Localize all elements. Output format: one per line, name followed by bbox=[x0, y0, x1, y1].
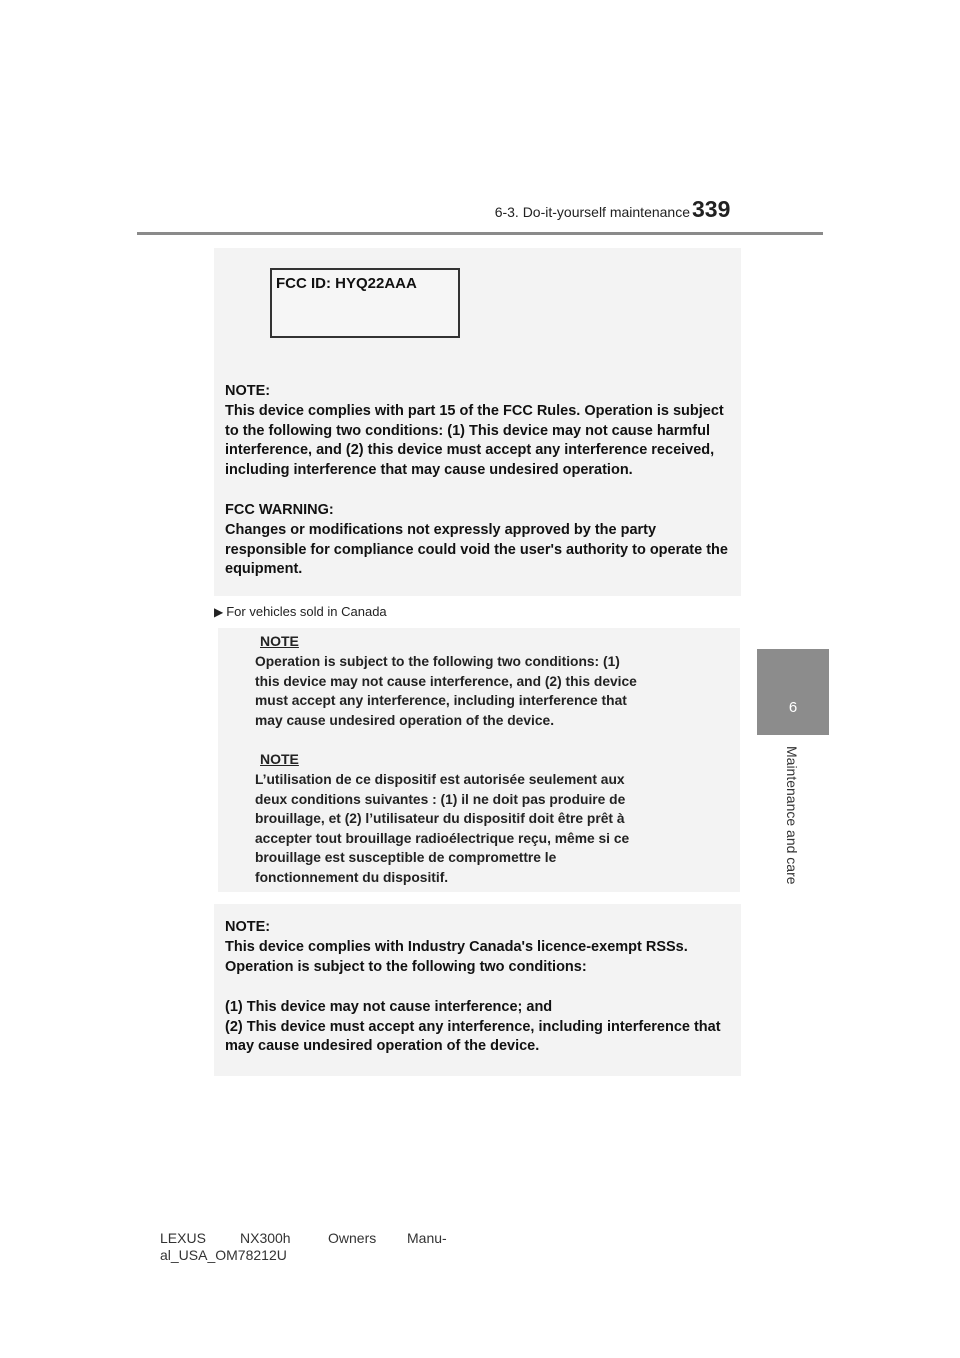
fcc-id: FCC ID: HYQ22AAA bbox=[276, 275, 417, 292]
page-number: 339 bbox=[692, 196, 731, 222]
chapter-title: Maintenance and care bbox=[784, 746, 800, 885]
footer-brand: LEXUS bbox=[160, 1230, 206, 1246]
ic-note-body: This device complies with Industry Canada's licence-exempt RSSs. Operation is subject to the following two conditions: bbox=[225, 939, 688, 975]
footer-owners: Owners bbox=[328, 1230, 377, 1246]
note-body-en: Operation is subject to the following two conditions: (1) this device may not cause interference, and (2) this device must accept any interference, including interference that may cause undesired operation of the device. bbox=[255, 654, 637, 728]
fcc-warning-body: Changes or modifications not expressly approved by the party responsible for compliance could void the user's authority to operate the equipment. bbox=[225, 522, 728, 577]
ic-label-image bbox=[214, 904, 741, 1076]
canada-caption-text: For vehicles sold in Canada bbox=[226, 604, 387, 619]
fcc-warning-heading: FCC WARNING: bbox=[225, 502, 334, 518]
header-divider bbox=[137, 232, 823, 235]
fcc-note-body: This device complies with part 15 of the FCC Rules. Operation is subject to the following two conditions: (1) This device may not cause harmful interference, and (2) this device must accept any interference received, including interference that may cause undesired operation. bbox=[225, 403, 724, 478]
footer-line-1 bbox=[160, 1230, 447, 1247]
ic-note-heading: NOTE: bbox=[225, 919, 271, 935]
canada-caption bbox=[214, 604, 387, 619]
footer-model: NX300h bbox=[240, 1230, 291, 1246]
note-heading-en: NOTE bbox=[260, 633, 299, 649]
fcc-label-image bbox=[214, 248, 741, 596]
note-heading-fr: NOTE bbox=[260, 751, 299, 767]
arrow-icon: ▶ bbox=[214, 605, 224, 619]
footer bbox=[160, 1230, 447, 1264]
note-body-fr: L’utilisation de ce dispositif est autorisée seulement aux deux conditions suivantes : (1) il ne doit pas produire de brouillage, et (2) l’utilisateur du dispositif doit être prêt à accepter tout brouillage radioélectrique reçu, même si ce brouillage est susceptible de compromettre le fonctionnement du dispositif. bbox=[255, 772, 630, 885]
canada-label-image bbox=[218, 628, 740, 892]
fcc-note-heading: NOTE: bbox=[225, 383, 271, 399]
fcc-id-box bbox=[270, 268, 460, 338]
ic-conditions: (1) This device may not cause interference; and (2) This device must accept any interference, including interference that may cause undesired operation of the device. bbox=[225, 999, 721, 1054]
section-title: 6-3. Do-it-yourself maintenance bbox=[494, 204, 690, 220]
chapter-tab[interactable] bbox=[757, 649, 829, 735]
footer-line-2: al_USA_OM78212U bbox=[160, 1247, 287, 1263]
footer-manual: Manu- bbox=[407, 1230, 447, 1246]
chapter-number: 6 bbox=[788, 699, 798, 716]
